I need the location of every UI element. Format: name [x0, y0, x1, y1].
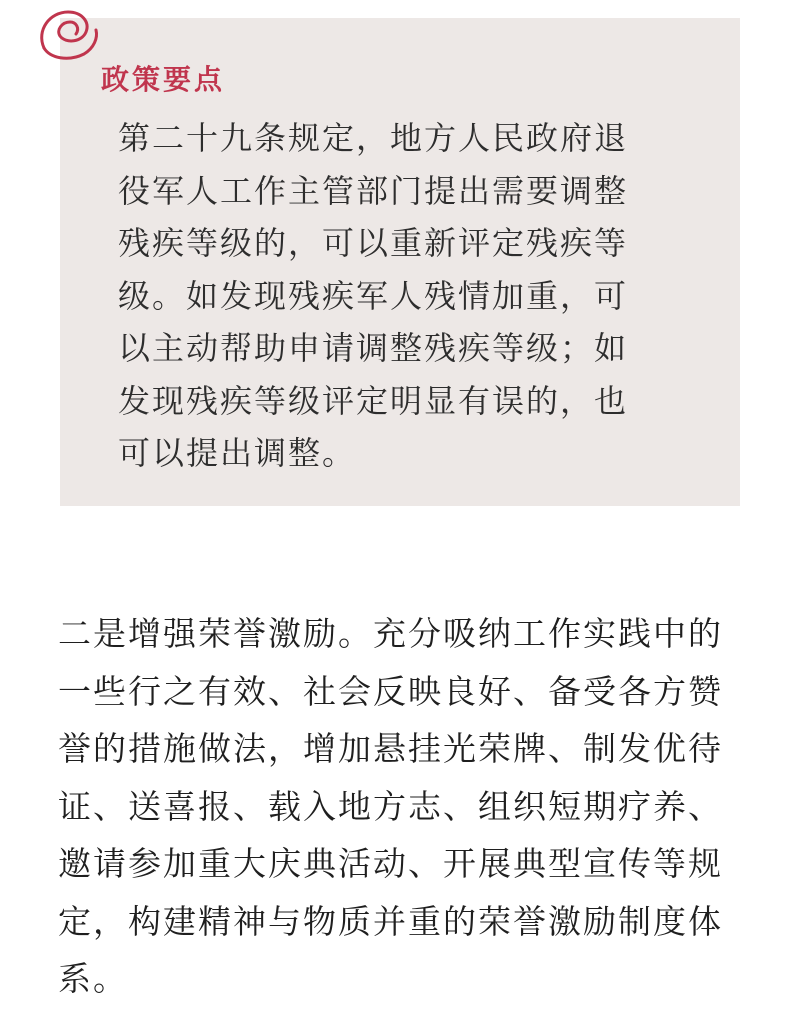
- policy-line: 发现残疾等级评定明显有误的，也: [118, 381, 629, 420]
- body-line: 系。: [58, 959, 128, 998]
- policy-line: 第二十九条规定，地方人民政府退: [118, 119, 629, 157]
- policy-line: 残疾等级的，可以重新评定残疾等: [118, 224, 629, 262]
- policy-line: 可以提出调整。: [118, 434, 357, 472]
- body-paragraph: [58, 605, 723, 1008]
- body-line: 定，构建精神与物质并重的荣誉激励制度体: [58, 901, 723, 941]
- body-line: 证、送喜报、载入地方志、组织短期疗养、: [58, 786, 723, 826]
- policy-line: 役军人工作主管部门提出需要调整: [118, 171, 629, 210]
- body-line: 一些行之有效、社会反映良好、备受各方赞: [58, 671, 723, 711]
- policy-line: 级。如发现残疾军人残情加重，可: [118, 276, 629, 315]
- paperclip-icon: [34, 4, 104, 66]
- policy-text: [118, 112, 628, 480]
- body-line: 誉的措施做法，增加悬挂光荣牌、制发优待: [58, 729, 723, 768]
- body-line: 邀请参加重大庆典活动、开展典型宣传等规: [58, 844, 723, 883]
- policy-line: 以主动帮助申请调整残疾等级；如: [118, 329, 629, 367]
- policy-title: 政策要点: [101, 63, 226, 96]
- body-line: 二是增强荣誉激励。充分吸纳工作实践中的: [58, 614, 723, 653]
